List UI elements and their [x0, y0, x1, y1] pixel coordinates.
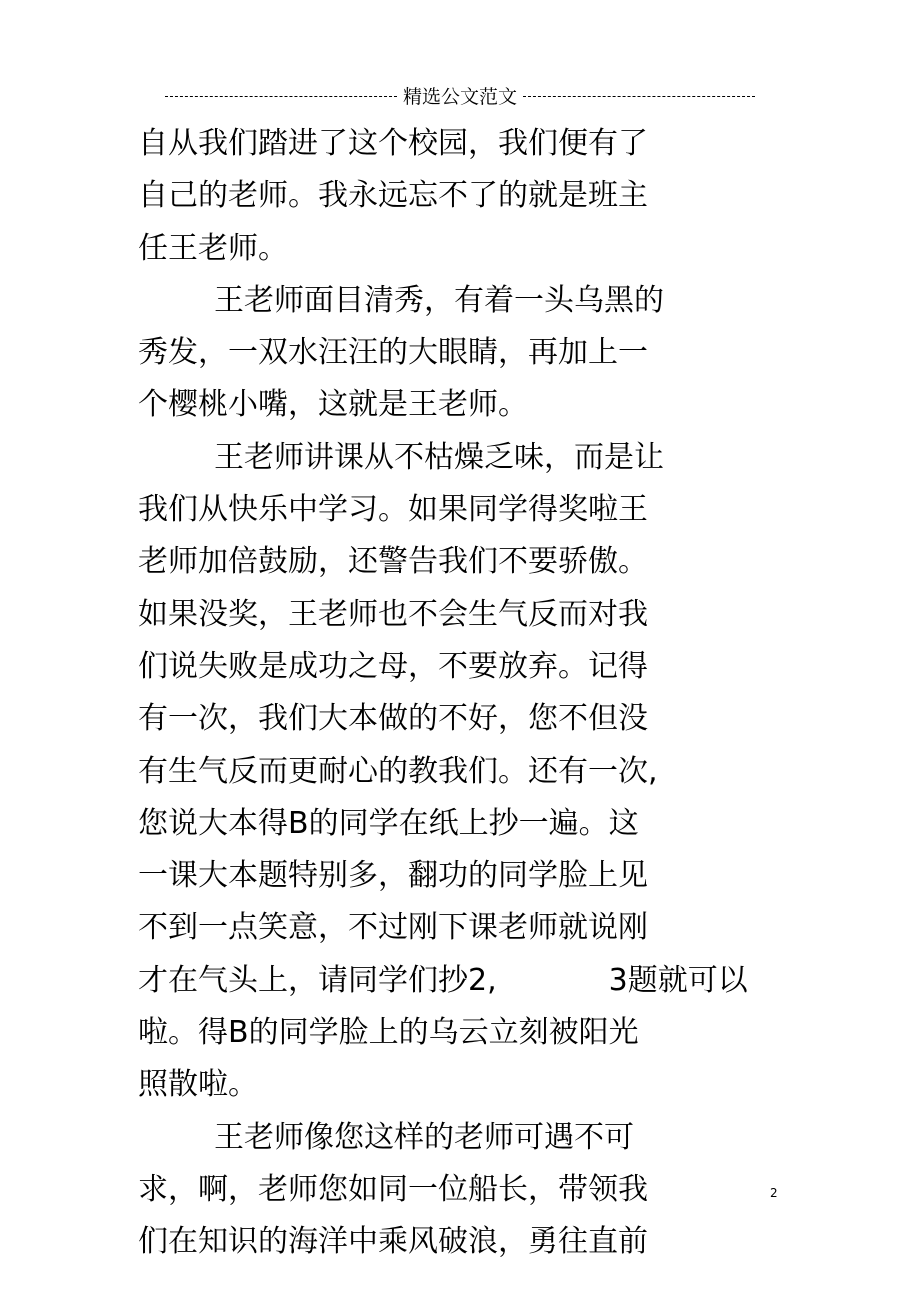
text-line: 一课大本题特别多，翻功的同学脸上见: [138, 858, 648, 894]
paragraph-start-line: 王老师像您这样的老师可遇不可: [214, 1119, 634, 1155]
text-line: 照散啦。: [138, 1067, 258, 1103]
text-line: 们在知识的海洋中乘风破浪，勇往直前: [138, 1224, 648, 1260]
page-header: [0, 80, 920, 110]
text-line: 您说大本得B的同学在纸上抄一遍。这: [138, 805, 639, 841]
text-line: 秀发，一双水汪汪的大眼睛，再加上一: [138, 335, 648, 371]
text-line: 有一次，我们大本做的不好，您不但没: [138, 701, 648, 737]
essay-body: [138, 118, 798, 1269]
text-line: 求，啊，老师您如同一位船长，带领我: [138, 1171, 648, 1207]
text-line: 个樱桃小嘴，这就是王老师。: [138, 387, 528, 423]
paragraph-start-line: 王老师面目清秀，有着一头乌黑的: [214, 282, 664, 318]
header-title: 精选公文范文: [402, 85, 517, 108]
text-line: 有生气反而更耐心的教我们。还有一次,: [138, 753, 658, 789]
text-fragment: 3题就可以: [608, 962, 748, 998]
text-line: 自从我们踏进了这个校园，我们便有了: [138, 126, 648, 161]
text-line: 们说失败是成功之母，不要放弃。记得: [138, 648, 648, 684]
text-line: 啦。得B的同学脸上的乌云立刻被阳光: [138, 1015, 639, 1051]
header-dash-right: [523, 96, 755, 97]
text-line: 自己的老师。我永远忘不了的就是班主: [138, 178, 648, 214]
text-line-split: [138, 955, 798, 1007]
text-line: 老师加倍鼓励，还警告我们不要骄傲。: [138, 544, 648, 580]
text-fragment: 才在气头上，请同学们抄2,: [138, 962, 497, 998]
text-line: 我们从快乐中学习。如果同学得奖啦王: [138, 492, 648, 528]
text-line: 任王老师。: [138, 230, 288, 266]
page-number: 2: [770, 1186, 778, 1200]
paragraph-start-line: 王老师讲课从不枯燥乏味，而是让: [214, 439, 664, 475]
header-dash-left: [165, 96, 397, 97]
text-line: 如果没奖，王老师也不会生气反而对我: [138, 596, 648, 632]
text-line: 不到一点笑意，不过刚下课老师就说刚: [138, 910, 648, 946]
